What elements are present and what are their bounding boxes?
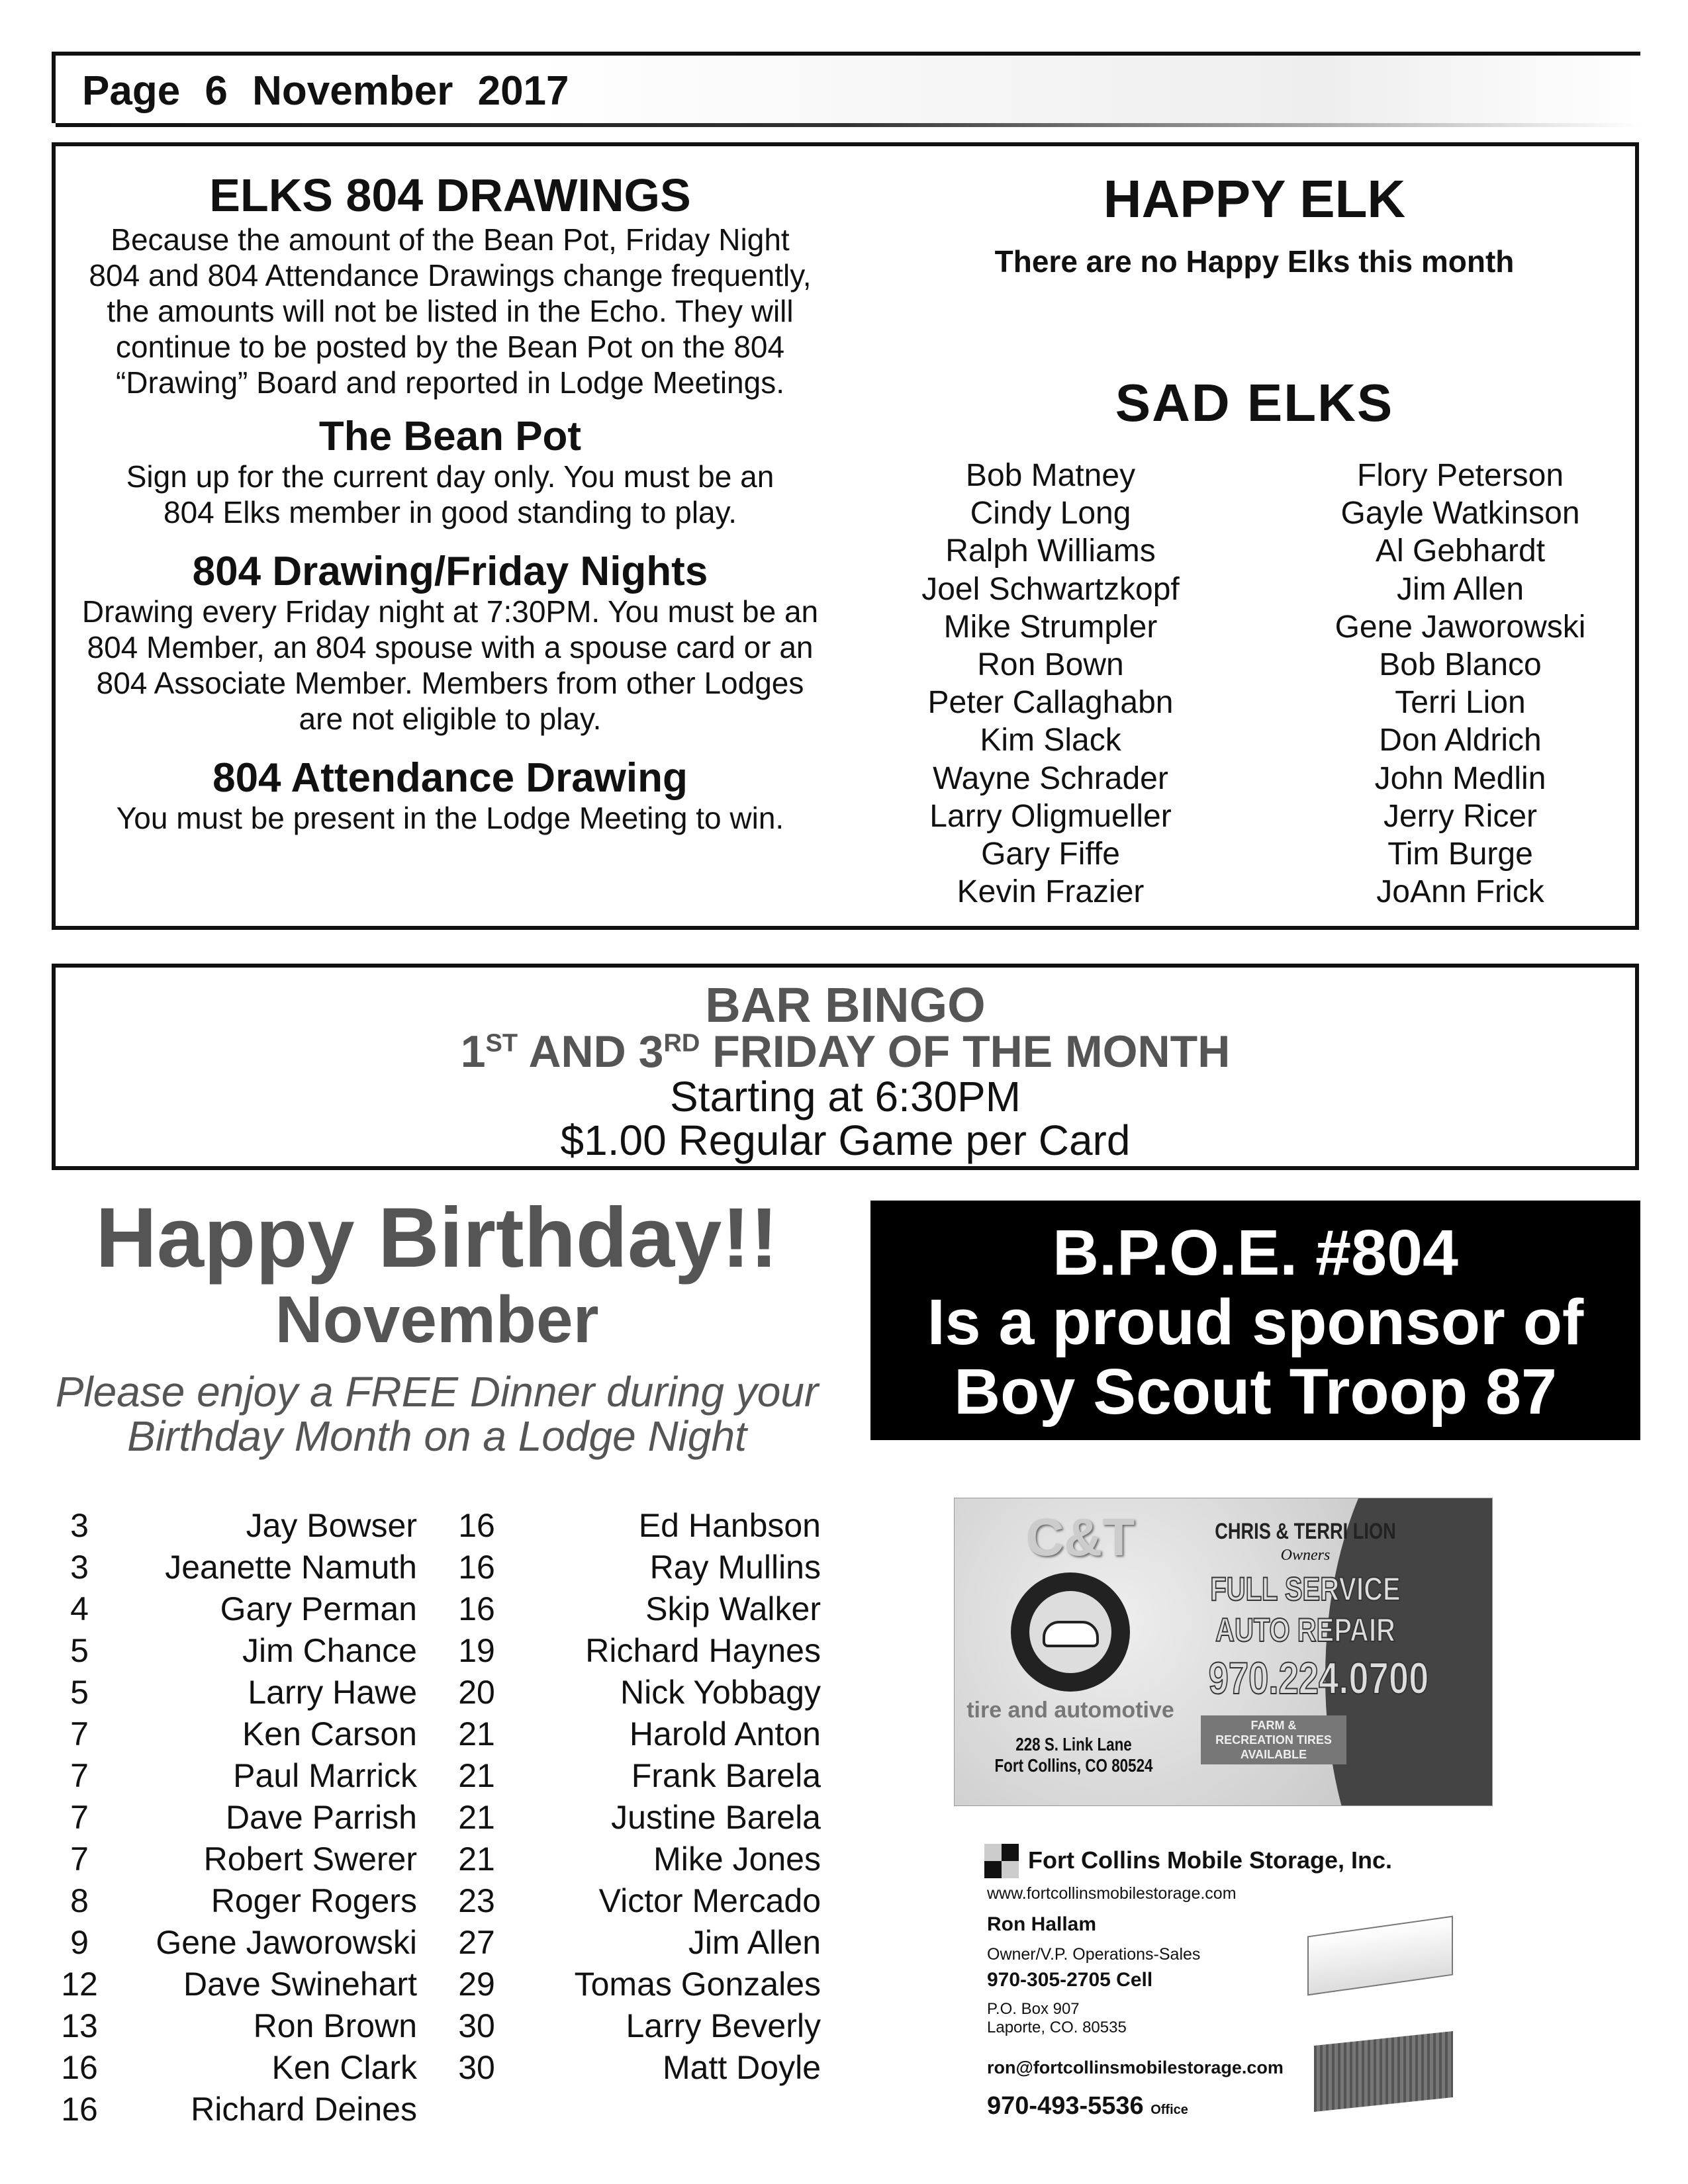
bingo-rest: FRIDAY OF THE MONTH	[700, 1026, 1231, 1077]
text-line: Terri Lion	[1395, 685, 1526, 721]
birthday-name: Richard Deines	[191, 2091, 417, 2128]
birthday-row	[70, 1672, 417, 1713]
birthday-row	[458, 1713, 821, 1755]
birthday-name: Mike Jones	[653, 1841, 821, 1878]
birthday-day: 16	[61, 2049, 98, 2086]
birthday-day: 30	[458, 2007, 495, 2044]
birthday-name: Frank Barela	[631, 1757, 821, 1794]
sponsor-banner	[870, 1201, 1640, 1440]
birthday-day: 27	[458, 1924, 495, 1961]
text-line: 804 Elks member in good standing to play.	[164, 495, 737, 529]
birthday-name: Jay Bowser	[246, 1507, 417, 1544]
bingo-n1: 1	[460, 1026, 486, 1077]
birthday-day: 9	[70, 1924, 89, 1961]
birthday-day: 8	[70, 1882, 89, 1919]
birthday-day: 3	[70, 1549, 89, 1586]
friday-text	[66, 594, 834, 737]
birthday-name: Larry Hawe	[248, 1674, 417, 1711]
text-line: Jim Allen	[1396, 571, 1524, 607]
bingo-title: BAR BINGO	[705, 978, 986, 1032]
storage-office: 970-493-5536	[987, 2092, 1144, 2120]
drawings-section	[66, 169, 834, 836]
storage-office-label: Office	[1150, 2103, 1188, 2117]
car-icon	[1011, 1572, 1130, 1692]
page-number: Page 6	[82, 68, 228, 114]
text-line: 804 Associate Member. Members from other Lodges	[96, 666, 804, 700]
text-line: Birthday Month on a Lodge Night	[127, 1412, 747, 1460]
birthday-day: 21	[458, 1841, 495, 1878]
text-line: the amounts will not be listed in the Echo. They will	[107, 294, 794, 328]
birthday-name: Justine Barela	[611, 1799, 821, 1836]
bean-pot-text	[66, 459, 834, 530]
text-line: Gary Fiffe	[981, 837, 1120, 872]
birthday-row	[458, 1964, 821, 2005]
birthday-row	[458, 1880, 821, 1922]
birthday-name: Paul Marrick	[233, 1757, 417, 1794]
birthday-name: Ken Clark	[271, 2049, 417, 2086]
birthday-day: 21	[458, 1757, 495, 1794]
birthday-name: Robert Swerer	[203, 1841, 417, 1878]
birthday-day: 7	[70, 1715, 89, 1752]
text-line: Kevin Frazier	[957, 874, 1145, 910]
birthday-row	[70, 1630, 417, 1672]
auto-phone: 970.224.0700	[1208, 1653, 1429, 1704]
birthday-name: Ken Carson	[242, 1715, 417, 1752]
text-line: Wayne Schrader	[933, 760, 1168, 796]
birthday-day: 29	[458, 1966, 495, 2003]
birthday-day: 16	[458, 1507, 495, 1544]
birthday-row	[70, 1588, 417, 1630]
bingo-schedule	[56, 1028, 1635, 1075]
birthday-row	[458, 2005, 821, 2047]
birthday-month: November	[275, 1283, 599, 1357]
text-line: Flory Peterson	[1356, 458, 1564, 493]
birthday-day: 20	[458, 1674, 495, 1711]
birthday-row	[458, 1797, 821, 1839]
text-line: You must be present in the Lodge Meeting to win.	[116, 801, 784, 835]
storage-address	[987, 2000, 1127, 2037]
text-line: Tim Burge	[1387, 837, 1533, 872]
birthday-name: Victor Mercado	[598, 1882, 821, 1919]
text-line: Don Aldrich	[1379, 723, 1542, 758]
birthday-row	[458, 1672, 821, 1713]
text-line: Joel Schwartzkopf	[921, 571, 1180, 607]
storage-box: P.O. Box 907	[987, 2000, 1080, 2018]
bar-bingo-box	[52, 964, 1639, 1170]
birthday-row	[458, 1839, 821, 1880]
birthday-name: Matt Doyle	[663, 2049, 821, 2086]
text-line: Please enjoy a FREE Dinner during your	[55, 1368, 819, 1416]
birthday-day: 7	[70, 1799, 89, 1836]
birthday-day: 30	[458, 2049, 495, 2086]
text-line: continue to be posted by the Bean Pot on the 804	[115, 330, 785, 364]
storage-web: www.fortcollinsmobilestorage.com	[987, 1884, 1237, 1903]
auto-address	[978, 1734, 1169, 1776]
birthday-day: 21	[458, 1799, 495, 1836]
bingo-time: Starting at 6:30PM	[669, 1073, 1021, 1120]
birthday-row	[458, 1505, 821, 1547]
auto-owners: CHRIS & TERRI LION	[1215, 1519, 1396, 1544]
text-line: AVAILABLE	[1240, 1748, 1307, 1761]
birthday-note	[26, 1370, 847, 1459]
birthday-name: Dave Swinehart	[183, 1966, 417, 2003]
auto-addr-line: Fort Collins, CO 80524	[994, 1755, 1153, 1776]
attendance-text	[66, 800, 834, 836]
text-line: Ron Bown	[977, 647, 1124, 683]
birthday-name: Skip Walker	[645, 1590, 821, 1627]
birthday-day: 16	[458, 1549, 495, 1586]
auto-owners-sub: Owners	[1280, 1547, 1331, 1564]
birthday-col2	[458, 1505, 821, 2089]
storage-ad	[976, 1827, 1493, 2134]
text-line: Bob Matney	[965, 458, 1136, 493]
text-line: Gene Jaworowski	[1335, 609, 1586, 645]
text-line: Because the amount of the Bean Pot, Friday Night	[111, 222, 790, 257]
birthday-name: Ed Hanbson	[638, 1507, 821, 1544]
birthday-day: 13	[61, 2007, 98, 2044]
friday-title: 804 Drawing/Friday Nights	[192, 549, 708, 594]
text-line: Larry Oligmueller	[929, 798, 1172, 834]
birthday-day: 7	[70, 1757, 89, 1794]
checker-logo-icon	[984, 1844, 1019, 1878]
text-line: Bob Blanco	[1379, 647, 1542, 683]
happy-elk-title: HAPPY ELK	[1103, 169, 1406, 228]
sponsor-line: Boy Scout Troop 87	[954, 1355, 1557, 1428]
bingo-sup1: ST	[485, 1029, 518, 1058]
birthday-day: 23	[458, 1882, 495, 1919]
text-line: Drawing every Friday night at 7:30PM. You must be an	[81, 594, 819, 629]
birthday-day: 5	[70, 1674, 89, 1711]
bingo-price: $1.00 Regular Game per Card	[560, 1116, 1131, 1164]
birthday-day: 19	[458, 1632, 495, 1669]
birthday-row	[61, 1964, 417, 2005]
birthday-day: 21	[458, 1715, 495, 1752]
birthday-row	[70, 1713, 417, 1755]
text-line: Gayle Watkinson	[1340, 496, 1580, 531]
bingo-sup2: RD	[663, 1029, 700, 1058]
attendance-title: 804 Attendance Drawing	[212, 755, 688, 801]
birthday-row	[61, 2005, 417, 2047]
happy-elk-text: There are no Happy Elks this month	[994, 244, 1515, 279]
birthday-row	[458, 1630, 821, 1672]
birthday-row	[70, 1880, 417, 1922]
birthday-name: Jeanette Namuth	[165, 1549, 417, 1586]
birthday-name: Gary Perman	[220, 1590, 417, 1627]
birthday-name: Dave Parrish	[226, 1799, 417, 1836]
text-line: RECREATION TIRES	[1215, 1733, 1332, 1747]
birthday-name: Roger Rogers	[211, 1882, 417, 1919]
birthday-name: Jim Allen	[688, 1924, 821, 1961]
birthday-name: Tomas Gonzales	[574, 1966, 821, 2003]
birthday-row	[70, 1755, 417, 1797]
birthday-title: Happy Birthday!!	[95, 1191, 778, 1285]
birthday-name: Ray Mullins	[649, 1549, 821, 1586]
drawings-intro	[66, 222, 834, 400]
text-line: Ralph Williams	[945, 533, 1156, 569]
birthday-col1	[61, 1505, 417, 2130]
birthday-name: Larry Beverly	[626, 2007, 821, 2044]
issue-date: November 2017	[252, 68, 569, 114]
birthday-row	[458, 2047, 821, 2089]
text-line: Cindy Long	[970, 496, 1131, 531]
birthday-name: Ron Brown	[253, 2007, 417, 2044]
birthday-row	[61, 2047, 417, 2089]
auto-l2: AUTO REPAIR	[1215, 1612, 1395, 1649]
birthday-row	[70, 1505, 417, 1547]
birthday-day: 4	[70, 1590, 89, 1627]
storage-name: Fort Collins Mobile Storage, Inc.	[1028, 1846, 1393, 1874]
drawings-title: ELKS 804 DRAWINGS	[209, 169, 691, 221]
birthday-row	[70, 1797, 417, 1839]
storage-city: Laporte, CO. 80535	[987, 2019, 1127, 2036]
birthday-row	[458, 1547, 821, 1588]
bingo-and: AND 3	[518, 1026, 664, 1077]
text-line: 804 Member, an 804 spouse with a spouse card or an	[87, 630, 814, 664]
birthday-name: Nick Yobbagy	[620, 1674, 821, 1711]
text-line: FARM &	[1250, 1719, 1297, 1732]
text-line: JoAnn Frick	[1376, 874, 1544, 910]
birthday-row	[458, 1588, 821, 1630]
birthday-row	[70, 1922, 417, 1964]
storage-email: ron@fortcollinsmobilestorage.com	[987, 2058, 1284, 2077]
text-line: Mike Strumpler	[943, 609, 1158, 645]
container-image	[1314, 2031, 1453, 2112]
text-line: Peter Callaghabn	[927, 685, 1174, 721]
bean-pot-title: The Bean Pot	[318, 414, 582, 459]
birthday-day: 16	[61, 2091, 98, 2128]
sad-elks-title: SAD ELKS	[1115, 373, 1394, 432]
birthday-name: Gene Jaworowski	[156, 1924, 417, 1961]
page-header	[52, 52, 1640, 123]
auto-addr-line: 228 S. Link Lane	[1015, 1734, 1132, 1754]
birthday-row	[458, 1922, 821, 1964]
birthday-day: 5	[70, 1632, 89, 1669]
auto-star-text	[1201, 1715, 1346, 1764]
sponsor-line: Is a proud sponsor of	[927, 1286, 1584, 1358]
text-line: Sign up for the current day only. You must be an	[126, 459, 774, 494]
text-line: are not eligible to play.	[299, 702, 602, 736]
sad-elks-col2	[1295, 457, 1626, 911]
text-line: John Medlin	[1374, 760, 1546, 796]
birthday-row	[70, 1547, 417, 1588]
text-line: Jerry Ricer	[1383, 798, 1537, 834]
storage-cell: 970-305-2705 Cell	[987, 1969, 1153, 1991]
birthday-row	[458, 1755, 821, 1797]
text-line: Kim Slack	[980, 723, 1121, 758]
storage-person: Ron Hallam	[987, 1913, 1097, 1935]
birthday-name: Richard Haynes	[585, 1632, 821, 1669]
birthday-day: 16	[458, 1590, 495, 1627]
text-line: Al Gebhardt	[1375, 533, 1546, 569]
birthday-day: 12	[61, 1966, 98, 2003]
text-line: “Drawing” Board and reported in Lodge Meetings.	[115, 365, 785, 400]
birthday-row	[70, 1839, 417, 1880]
trailer-image	[1307, 1916, 1453, 1996]
page-header-text	[82, 68, 569, 114]
text-line: 804 and 804 Attendance Drawings change frequently,	[89, 258, 812, 293]
birthday-day: 3	[70, 1507, 89, 1544]
auto-logo: C&T	[1025, 1508, 1135, 1567]
birthday-row	[61, 2089, 417, 2130]
auto-repair-ad	[954, 1498, 1493, 1806]
birthday-name: Jim Chance	[242, 1632, 417, 1669]
storage-role: Owner/V.P. Operations-Sales	[987, 1945, 1201, 1964]
auto-arc-text: tire and automotive	[966, 1698, 1174, 1723]
birthday-name: Harold Anton	[629, 1715, 821, 1752]
birthday-day: 7	[70, 1841, 89, 1878]
sad-elks-col1	[885, 457, 1216, 911]
sponsor-line: B.P.O.E. #804	[1053, 1216, 1458, 1289]
auto-l1: FULL SERVICE	[1210, 1570, 1401, 1608]
